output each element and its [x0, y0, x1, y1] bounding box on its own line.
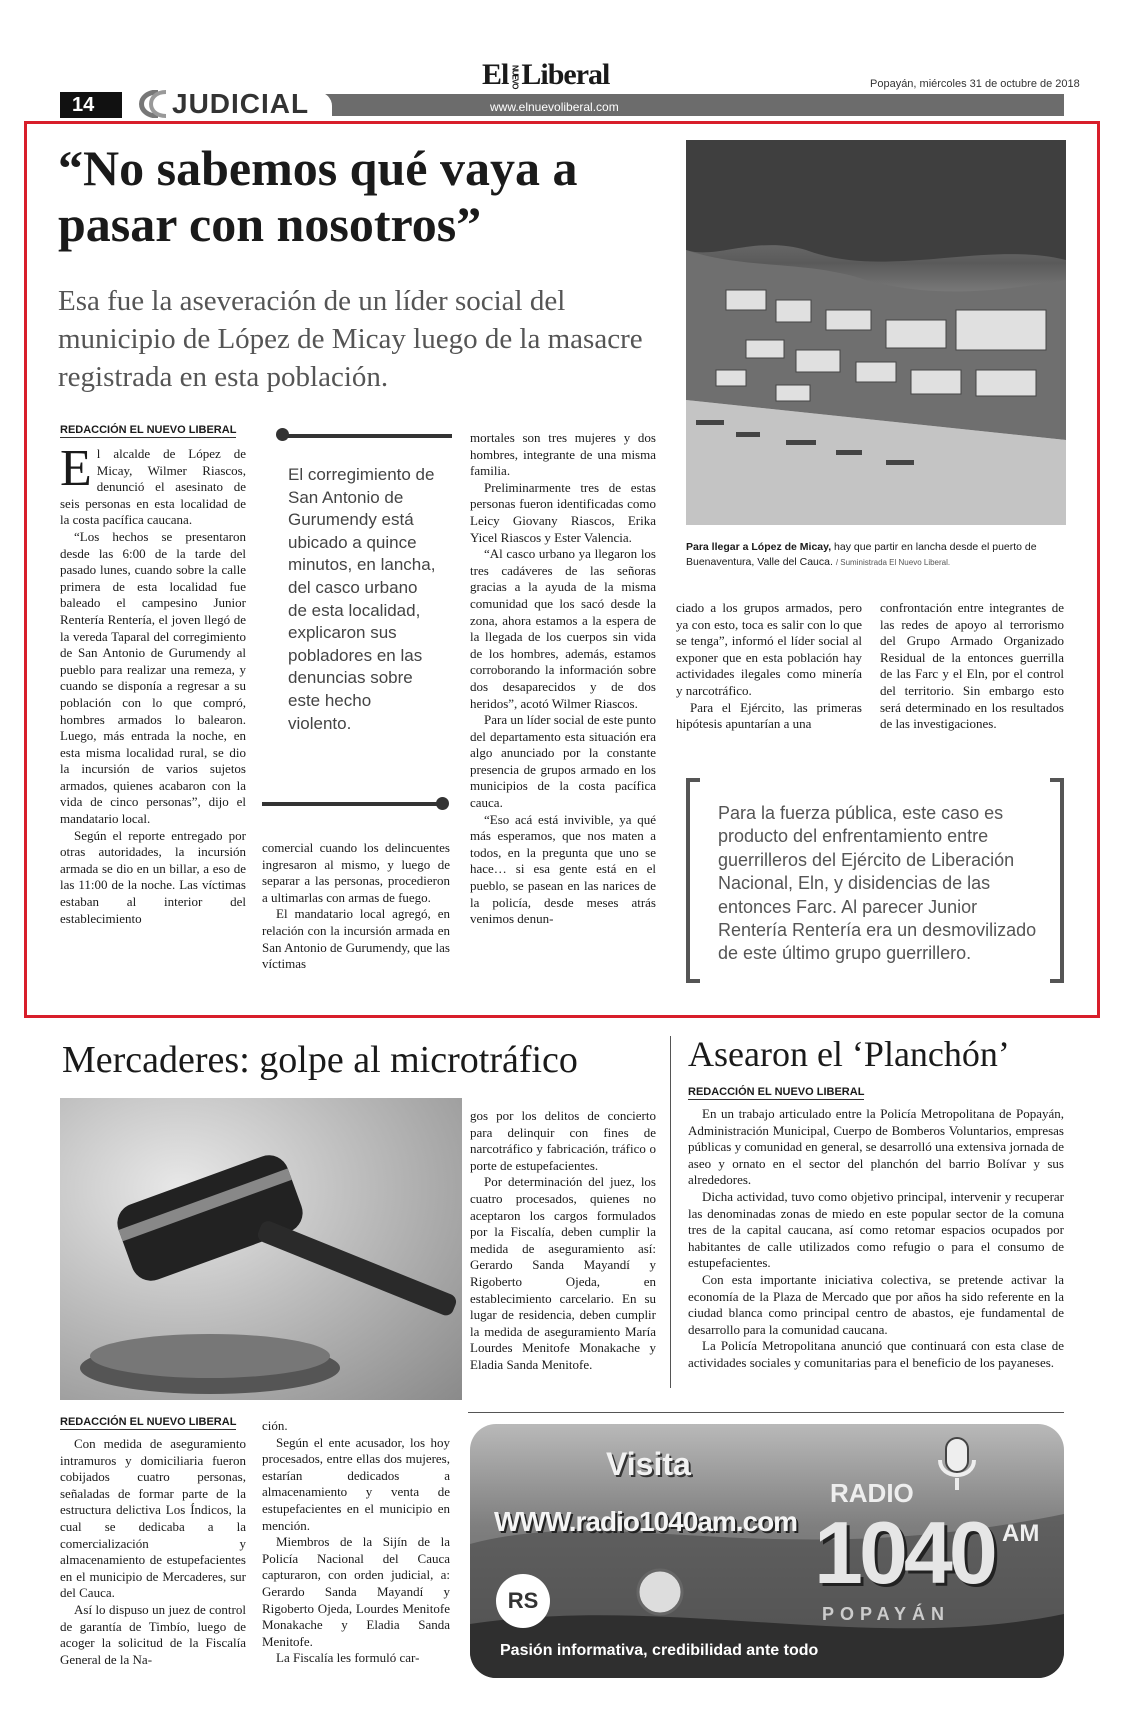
rs-logo-text: RS — [507, 1588, 539, 1613]
website-url[interactable]: www.elnuevoliberal.com — [490, 100, 619, 114]
main-byline-wrap — [60, 420, 236, 438]
ad-city: POPAYÁN — [822, 1604, 951, 1624]
paragraph: Así lo dispuso un juez de control de garantía de Timbío, luego de acoger la solicitud de la Fiscalía General de la Na- — [60, 1601, 246, 1667]
page-number: 14 — [60, 92, 122, 118]
bracket-quote-text: Para la fuerza pública, este caso es producto del enfrentamiento entre guerrilleros del Ejército de Liberación Nacional, Eln, y disidencias de las entonces Farc. Al parecer Junior Rentería Rentería era un desmovilizado de este último grupo guerrillero. — [718, 803, 1037, 964]
rs-logo — [496, 1574, 550, 1628]
section-swoosh-icon — [128, 90, 168, 118]
paragraph: Preliminarmente tres de estas personas fueron identificadas como Leicy Giovany Riascos, Erika Yicel Riascos y Ester Valencia. — [470, 479, 656, 545]
mercaderes-col-2 — [262, 1418, 450, 1667]
ad-frequency: 1040 — [814, 1503, 994, 1602]
planchon-byline: REDACCIÓN EL NUEVO LIBERAL — [688, 1086, 865, 1098]
planchon-headline: Asearon el ‘Planchón’ — [688, 1034, 1010, 1074]
aerial-town-photo — [686, 140, 1066, 525]
bracket-right — [1050, 778, 1064, 983]
bracket-quote — [686, 778, 1064, 983]
mercaderes-col-3 — [470, 1108, 656, 1374]
paragraph-text: l alcalde de López de Micay, Wilmer Riascos, denunció el asesinato de seis personas en esta localidad de la costa pacífica caucana. — [60, 446, 246, 528]
photo-caption — [686, 540, 1066, 570]
paragraph: “Los hechos se presentaron desde las 6:00 de la tarde del pasado lunes, cuando sobre la calle primera de esta localidad fue baleado el campesino Junior Rentería Rentería, el joven llegó de la vereda Taparal del corregimiento de San Antonio de Gurumendy al pueblo para realizar una remeza, y cuando se disponía a regresar a su población con lo que compró, hombres armados lo balearon. Luego, más entrada la noche, en esta misma localidad rural, se dio la incursión de varios sujetos armados, quienes acabaron con la vida de cinco personas”, dijo el mandatario local. — [60, 528, 246, 827]
paragraph: En un trabajo articulado entre la Policía Metropolitana de Popayán, Administración Municipal, Cuerpo de Bomberos Voluntarios, empresas públicas y comunidad en general, se desarrolló una extensiva jornada de aseo y ornato en el sector del planchón del barrio Bolívar y sus alrededores. — [688, 1106, 1064, 1188]
bracket-left — [686, 778, 700, 983]
paragraph: ción. — [262, 1418, 288, 1433]
ad-divider — [468, 1412, 1064, 1413]
paragraph: Para un líder social de este punto del departamento esta situación era algo anunciado por la constante presencia de grupos armado en los municipios de la costa pacífica cauca. — [470, 712, 656, 811]
photo-caption-lead: Para llegar a López de Micay, — [686, 541, 832, 553]
pullquote-rule-top — [282, 434, 452, 438]
paragraph: Miembros de la Sijín de la Policía Nacional del Cauca capturaron, con orden judicial, a: Gerardo Sanda Mayandí y Rigoberto Ojeda, Lourdes Menitofe Monakache y Eladia Sanda Menitofe. — [262, 1534, 450, 1649]
paragraph: mortales son tres mujeres y dos hombres, integrante de una misma familia. — [470, 430, 656, 479]
main-col-3 — [470, 430, 656, 928]
dateline: Popayán, miércoles 31 de octubre de 2018 — [870, 78, 1080, 90]
paragraph: Según el ente acusador, los hoy procesados, entre ellas dos mujeres, estarían dedicados a almacenamiento y venta de estupefacientes en el municipio en mención. — [262, 1434, 450, 1533]
ad-slogan: Pasión informativa, credibilidad ante todo — [500, 1642, 819, 1659]
paragraph: comercial cuando los delincuentes ingresaron al mismo, y luego de separar a las personas, procedieron a ultimarlas con armas de fuego. — [262, 840, 450, 905]
main-subhead: Esa fue la aseveración de un líder social del municipio de López de Micay luego de la masacre registrada en esta población. — [58, 285, 643, 393]
main-headline: “No sabemos qué vaya a pasar con nosotros” — [58, 140, 578, 252]
logo-nuevo: NUEVO — [510, 65, 520, 89]
planchon-byline-wrap — [688, 1082, 864, 1100]
paragraph: La Fiscalía les formuló car- — [276, 1650, 420, 1666]
aerial-town-illustration — [686, 140, 1066, 525]
ad-radio: RADIO — [830, 1478, 914, 1508]
ad-visita: Visita — [606, 1446, 691, 1482]
mercaderes-col-1 — [60, 1436, 246, 1668]
pullquote-dot-bottom — [436, 797, 449, 810]
main-col-5 — [880, 600, 1064, 733]
paragraph: “Al casco urbano ya llegaron los tres cadáveres de las señoras gracias a la ayuda de la misma comunidad que los sacó desde la zona, ahora estamos a la espera de la llegada de los cuerpos sin vida de los hombres, además, estamos corroborando la información sobre dos desaparecidos y de dos heridos”, acotó Wilmer Riascos. — [470, 546, 656, 711]
paragraph: confrontación entre integrantes de las redes de apoyo al terrorismo del Grupo Armado Organizado Residual de la entonces guerrilla de las Farc y el Eln, por el control del territorio. Sin embargo esto será determinado en los resultados de las investigaciones. — [880, 600, 1064, 732]
paragraph: Con esta importante iniciativa colectiva, se pretende activar la economía de la Plaza de Mercado que por años ha sido referente en la ciudad blanca como principal centro de abastos, eje fundamental de desarrollo para la comunidad caucana. — [688, 1271, 1064, 1337]
paragraph — [60, 440, 246, 529]
microphone-icon — [932, 1434, 982, 1499]
pullquote-dot-top — [276, 428, 289, 441]
column-divider — [670, 1036, 671, 1388]
paragraph: gos por los delitos de concierto para delinquir con fines de narcotráfico y fabricación, tráfico o porte de estupefacientes. — [470, 1108, 656, 1173]
ad-am: AM — [1002, 1520, 1040, 1547]
logo-liberal: Liberal — [521, 58, 610, 91]
gavel-photo — [60, 1098, 462, 1400]
paragraph: “Eso acá está invivible, ya qué más esperamos, que nos maten a todos, en la pregunta que uno se hace… si esa gente está en el pueblo, se pasean en las narices de la policía, desde meses atrás venimos denun- — [470, 811, 656, 927]
section-ornament — [128, 90, 168, 118]
main-col-2 — [262, 840, 450, 973]
mercaderes-byline: REDACCIÓN EL NUEVO LIBERAL — [60, 1416, 237, 1428]
newspaper-logo — [482, 58, 609, 92]
paragraph: Para el Ejército, las primeras hipótesis apuntarían a una — [676, 699, 862, 732]
pullquote-rule-bottom — [262, 802, 440, 806]
paragraph: ciado a los grupos armados, pero ya con esto, toca es salir con lo que se tenga”, informó el líder social al exponer que en esta población hay actividades ilegales como minería y narcotráfico. — [676, 600, 862, 698]
main-byline: REDACCIÓN EL NUEVO LIBERAL — [60, 424, 237, 436]
paragraph: La Policía Metropolitana anunció que continuará con esta clase de actividades sociales y comunitarias para el beneficio de los payaneses. — [688, 1338, 1064, 1370]
radio-ad[interactable] — [470, 1424, 1064, 1678]
main-col-1 — [60, 440, 246, 927]
planchon-body — [688, 1106, 1064, 1372]
logo-el: El — [482, 58, 509, 91]
pullquote: El corregimiento de San Antonio de Gurumendy está ubicado a quince minutos, en lancha, del casco urbano de esta localidad, explicaron sus pobladores en las denuncias sobre este hecho violento. — [288, 465, 436, 733]
ad-url[interactable]: WWW.radio1040am.com — [494, 1506, 798, 1537]
paragraph: Con medida de aseguramiento intramuros y domiciliaria fueron cobijados cuatro personas, señaladas de formar parte de la estructura delictiva Los Índicos, la cual se dedicaba a la comercialización y almacenamiento de estupefacientes en el municipio de Mercaderes, sur del Cauca. — [60, 1436, 246, 1601]
mercaderes-byline-wrap — [60, 1412, 236, 1430]
photo-caption-text: hay que partir en lancha desde el puerto de Buenaventura, Valle del Cauca. — [686, 541, 1037, 568]
section-label: JUDICIAL — [172, 90, 310, 116]
paragraph: Dicha actividad, tuvo como objetivo principal, intervenir y recuperar las denominadas zonas de miedo en este popular sector de la comuna tres de la capital caucana, así como retomar espacios ocupados por habitantes de calle utilizados como refugio o para el consumo de estupefacientes. — [688, 1188, 1064, 1271]
dropcap: E — [60, 440, 92, 497]
paragraph: Según el reporte entregado por otras autoridades, la incursión armada se dio en un billar, a eso de las 11:00 de la noche. Las víctimas estaban al interior del establecimiento — [60, 827, 246, 926]
mercaderes-headline: Mercaderes: golpe al microtráfico — [62, 1039, 578, 1081]
paragraph: El mandatario local agregó, en relación con la incursión armada en San Antonio de Gurumendy, que las víctimas — [262, 906, 450, 972]
paragraph: Por determinación del juez, los cuatro procesados, quienes no aceptaron los cargos formulados por la Fiscalía, deben cumplir la medida de aseguramiento así: Gerardo Sanda Mayandí y Rigoberto Ojeda, en establecimiento carcelario. En su lugar de residencia, deben cumplir la medida de aseguramiento María Lourdes Menitofe Monakache y Eladia Sanda Menitofe. — [470, 1174, 656, 1372]
gavel-illustration — [60, 1098, 462, 1400]
photo-credit: / Suministrada El Nuevo Liberal. — [835, 558, 951, 567]
main-col-4 — [676, 600, 862, 733]
